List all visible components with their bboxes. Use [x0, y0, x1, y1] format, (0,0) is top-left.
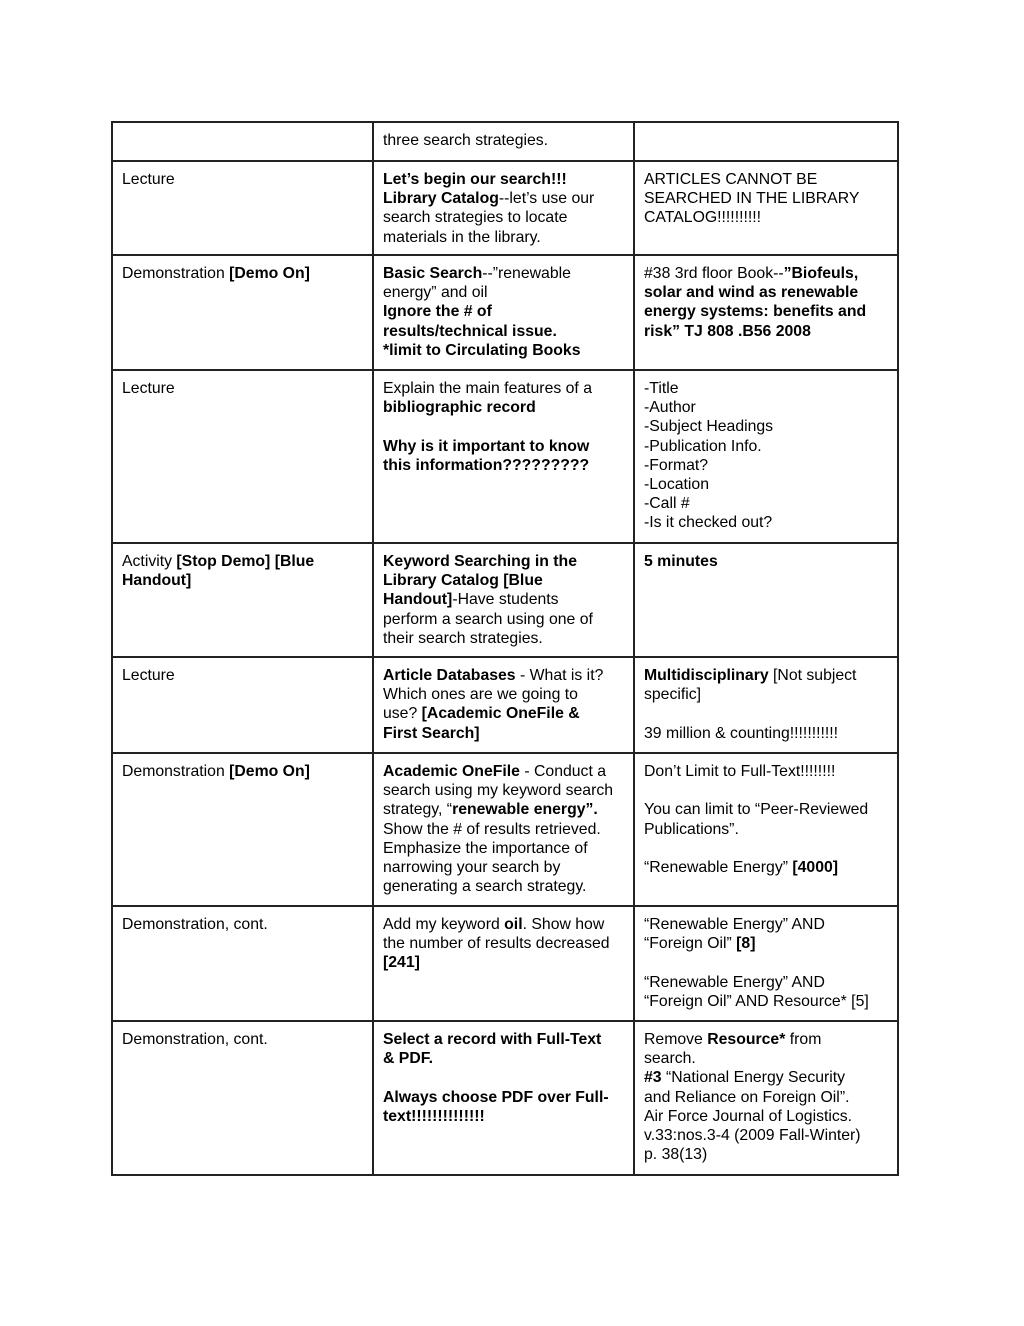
- table-row: [112, 255, 898, 370]
- text-line: [644, 992, 889, 1011]
- activity-cell: [112, 657, 373, 753]
- content-cell: [373, 122, 634, 161]
- bold-text: Handout]: [122, 572, 192, 590]
- text-run: --let’s use our: [498, 190, 595, 208]
- text-run: “Renewable Energy” AND: [644, 973, 825, 991]
- table-row: [112, 543, 898, 657]
- text-line: [122, 762, 364, 781]
- text-line: [644, 302, 889, 321]
- text-run: You can limit to “Peer-Reviewed: [644, 801, 869, 819]
- text-run: -Publication Info.: [644, 437, 762, 455]
- bold-text: renewable energy”.: [452, 801, 598, 819]
- text-run: p. 38(13): [644, 1146, 708, 1164]
- text-line: [383, 629, 625, 648]
- text-run: search.: [644, 1050, 696, 1068]
- text-run: “Foreign Oil” AND Resource* [5]: [644, 992, 869, 1010]
- bold-text: Why is it important to know: [383, 437, 590, 455]
- text-line: [383, 552, 625, 571]
- blank-line: [644, 953, 889, 972]
- content-cell: [373, 753, 634, 906]
- text-run: three search strategies.: [383, 132, 549, 149]
- text-line: [644, 417, 889, 436]
- text-run: -Call #: [644, 495, 690, 513]
- text-line: [383, 1107, 625, 1126]
- text-run: Remove: [644, 1031, 708, 1048]
- text-run: materials in the library.: [383, 228, 541, 246]
- text-line: [644, 685, 889, 704]
- text-line: [383, 228, 625, 247]
- text-run: “National Energy Security: [661, 1069, 846, 1087]
- activity-cell: [112, 753, 373, 906]
- text-run: ARTICLES CANNOT BE: [644, 171, 818, 188]
- notes-cell: [634, 753, 898, 906]
- activity-cell: [112, 543, 373, 657]
- bold-text: Library Catalog: [383, 190, 499, 208]
- text-run: Demonstration: [122, 265, 230, 282]
- text-line: [644, 456, 889, 475]
- text-line: [644, 666, 889, 685]
- text-line: [383, 1049, 625, 1068]
- content-cell: [373, 255, 634, 370]
- bold-text: Ignore the # of: [383, 303, 492, 321]
- text-run: 39 million & counting!!!!!!!!!!!: [644, 724, 839, 742]
- text-run: Lecture: [122, 380, 175, 397]
- bold-text: bibliographic record: [383, 399, 536, 417]
- text-run: strategy, “: [383, 801, 453, 819]
- text-run: -Title: [644, 380, 679, 397]
- content-cell: [373, 1021, 634, 1175]
- bold-text: Academic OneFile: [383, 763, 520, 780]
- text-line: [644, 820, 889, 839]
- text-run: - What is it?: [515, 667, 604, 684]
- text-run: Activity: [122, 553, 177, 570]
- text-run: perform a search using one of: [383, 610, 593, 628]
- text-run: specific]: [644, 686, 702, 704]
- activity-cell: [112, 906, 373, 1021]
- text-line: [644, 1068, 889, 1087]
- notes-cell: [634, 255, 898, 370]
- text-line: [644, 494, 889, 513]
- bold-text: [8]: [736, 935, 756, 953]
- text-run: v.33:nos.3-4 (2009 Fall-Winter): [644, 1127, 861, 1145]
- bold-text: Always choose PDF over Full-: [383, 1088, 609, 1106]
- table-row: [112, 753, 898, 906]
- text-line: [644, 208, 889, 227]
- text-run: -Location: [644, 476, 709, 494]
- text-line: [383, 953, 625, 972]
- activity-cell: [112, 122, 373, 161]
- text-run: “Renewable Energy” AND: [644, 916, 825, 933]
- table-row: [112, 1021, 898, 1175]
- text-line: [383, 858, 625, 877]
- text-line: [644, 513, 889, 532]
- bold-text: ”Biofeuls,: [783, 265, 859, 282]
- text-line: [644, 170, 889, 189]
- text-run: Explain the main features of a: [383, 380, 592, 397]
- text-line: [122, 1030, 364, 1049]
- text-run: Air Force Journal of Logistics.: [644, 1107, 853, 1125]
- text-run: narrowing your search by: [383, 859, 561, 877]
- activity-cell: [112, 1021, 373, 1175]
- bold-text: 5 minutes: [644, 553, 718, 570]
- notes-cell: [634, 543, 898, 657]
- text-run: their search strategies.: [383, 629, 543, 647]
- table-row: [112, 161, 898, 255]
- text-line: [383, 131, 625, 150]
- text-line: [644, 189, 889, 208]
- text-line: [644, 437, 889, 456]
- text-line: [383, 322, 625, 341]
- text-line: [383, 1030, 625, 1049]
- text-line: [383, 456, 625, 475]
- text-line: [122, 379, 364, 398]
- content-cell: [373, 657, 634, 753]
- content-cell: [373, 161, 634, 255]
- text-line: [644, 322, 889, 341]
- text-run: --”renewable: [482, 265, 571, 282]
- text-line: [122, 666, 364, 685]
- bold-text: Basic Search: [383, 265, 483, 282]
- text-run: -Have students: [452, 591, 559, 609]
- text-run: -Subject Headings: [644, 418, 774, 436]
- bold-text: solar and wind as renewable: [644, 284, 859, 302]
- text-line: [383, 379, 625, 398]
- text-line: [644, 800, 889, 819]
- text-run: use?: [383, 705, 422, 723]
- text-run: #38 3rd floor Book--: [644, 265, 784, 282]
- text-line: [383, 820, 625, 839]
- notes-cell: [634, 1021, 898, 1175]
- text-run: search strategies to locate: [383, 209, 568, 227]
- text-line: [644, 915, 889, 934]
- text-run: - Conduct a: [519, 763, 607, 780]
- text-run: energy” and oil: [383, 284, 488, 302]
- blank-line: [644, 704, 889, 723]
- blank-line: [644, 781, 889, 800]
- bold-text: & PDF.: [383, 1050, 434, 1068]
- text-line: [383, 877, 625, 896]
- text-run: Demonstration, cont.: [122, 1031, 268, 1048]
- blank-line: [644, 839, 889, 858]
- bold-text: Handout]: [383, 591, 453, 609]
- bold-text: text!!!!!!!!!!!!!!: [383, 1107, 485, 1125]
- bold-text: Library Catalog [Blue: [383, 572, 543, 590]
- text-line: [644, 1145, 889, 1164]
- bold-text: risk” TJ 808 .B56 2008: [644, 322, 811, 340]
- text-line: [383, 1088, 625, 1107]
- notes-cell: [634, 906, 898, 1021]
- bold-text: Article Databases: [383, 667, 516, 684]
- text-line: [122, 170, 364, 189]
- text-line: [644, 762, 889, 781]
- bold-text: [4000]: [792, 858, 839, 876]
- text-line: [383, 189, 625, 208]
- text-run: SEARCHED IN THE LIBRARY: [644, 190, 860, 208]
- text-run: -Author: [644, 399, 696, 417]
- text-run: Publications”.: [644, 820, 739, 838]
- text-line: [383, 915, 625, 934]
- text-line: [383, 800, 625, 819]
- bold-text: Keyword Searching in the: [383, 553, 577, 570]
- text-line: [122, 571, 364, 590]
- text-line: [644, 1088, 889, 1107]
- text-line: [644, 1107, 889, 1126]
- text-run: CATALOG!!!!!!!!!!: [644, 209, 762, 227]
- table-row: [112, 657, 898, 753]
- text-run: “Renewable Energy”: [644, 858, 793, 876]
- lesson-plan-body: [112, 122, 898, 1175]
- text-line: [383, 283, 625, 302]
- lesson-plan-table: [111, 121, 899, 1176]
- text-line: [644, 379, 889, 398]
- content-cell: [373, 543, 634, 657]
- text-line: [383, 839, 625, 858]
- text-line: [383, 398, 625, 417]
- table-row: [112, 370, 898, 543]
- content-cell: [373, 370, 634, 543]
- text-line: [644, 264, 889, 283]
- text-line: [644, 1049, 889, 1068]
- text-line: [383, 666, 625, 685]
- notes-cell: [634, 657, 898, 753]
- text-run: Lecture: [122, 667, 175, 684]
- blank-line: [383, 1068, 625, 1087]
- text-run: [Not subject: [768, 667, 857, 684]
- text-run: Demonstration: [122, 763, 230, 780]
- text-run: Which ones are we going to: [383, 686, 578, 704]
- text-line: [644, 283, 889, 302]
- bold-text: [Demo On]: [229, 265, 310, 282]
- text-run: Add my keyword: [383, 916, 505, 933]
- text-line: [383, 610, 625, 629]
- text-run: . Show how: [522, 916, 605, 933]
- content-cell: [373, 906, 634, 1021]
- text-run: Don’t Limit to Full-Text!!!!!!!!: [644, 763, 836, 780]
- text-line: [122, 552, 364, 571]
- notes-cell: [634, 161, 898, 255]
- text-line: [644, 973, 889, 992]
- text-line: [383, 302, 625, 321]
- activity-cell: [112, 161, 373, 255]
- text-line: [383, 704, 625, 723]
- bold-text: Resource*: [707, 1031, 786, 1048]
- text-run: -Is it checked out?: [644, 514, 773, 532]
- text-line: [383, 781, 625, 800]
- bold-text: results/technical issue.: [383, 322, 557, 340]
- bold-text: *limit to Circulating Books: [383, 341, 581, 359]
- bold-text: #3: [644, 1069, 662, 1087]
- text-line: [122, 264, 364, 283]
- text-line: [383, 934, 625, 953]
- activity-cell: [112, 370, 373, 543]
- bold-text: [Demo On]: [229, 763, 310, 780]
- text-line: [644, 858, 889, 877]
- text-line: [383, 571, 625, 590]
- table-row: [112, 122, 898, 161]
- text-run: Demonstration, cont.: [122, 916, 268, 933]
- text-line: [644, 1126, 889, 1145]
- text-line: [644, 724, 889, 743]
- text-run: Lecture: [122, 171, 175, 188]
- bold-text: energy systems: benefits and: [644, 303, 867, 321]
- activity-cell: [112, 255, 373, 370]
- text-run: Emphasize the importance of: [383, 839, 588, 857]
- bold-text: this information?????????: [383, 456, 590, 474]
- blank-line: [383, 417, 625, 436]
- text-line: [383, 762, 625, 781]
- notes-cell: [634, 370, 898, 543]
- notes-cell: [634, 122, 898, 161]
- text-run: from: [785, 1031, 822, 1048]
- bold-text: [Academic OneFile &: [421, 705, 580, 723]
- text-line: [383, 341, 625, 360]
- text-line: [122, 915, 364, 934]
- bold-text: Multidisciplinary: [644, 667, 769, 684]
- text-run: generating a search strategy.: [383, 878, 587, 896]
- text-line: [644, 398, 889, 417]
- bold-text: Select a record with Full-Text: [383, 1031, 602, 1048]
- table-row: [112, 906, 898, 1021]
- text-line: [644, 934, 889, 953]
- text-line: [383, 264, 625, 283]
- text-line: [383, 437, 625, 456]
- text-run: Show the # of results retrieved.: [383, 820, 601, 838]
- text-line: [383, 170, 625, 189]
- bold-text: oil: [504, 916, 523, 933]
- text-line: [644, 1030, 889, 1049]
- text-run: “Foreign Oil”: [644, 935, 737, 953]
- text-line: [383, 590, 625, 609]
- text-line: [644, 475, 889, 494]
- bold-text: First Search]: [383, 724, 480, 742]
- bold-text: [241]: [383, 954, 420, 972]
- text-run: and Reliance on Foreign Oil”.: [644, 1088, 850, 1106]
- text-run: search using my keyword search: [383, 782, 614, 800]
- text-run: -Format?: [644, 456, 709, 474]
- text-line: [644, 552, 889, 571]
- bold-text: [Stop Demo] [Blue: [176, 553, 315, 570]
- text-run: the number of results decreased: [383, 935, 610, 953]
- text-line: [383, 685, 625, 704]
- bold-text: Let’s begin our search!!!: [383, 171, 567, 188]
- text-line: [383, 208, 625, 227]
- text-line: [383, 724, 625, 743]
